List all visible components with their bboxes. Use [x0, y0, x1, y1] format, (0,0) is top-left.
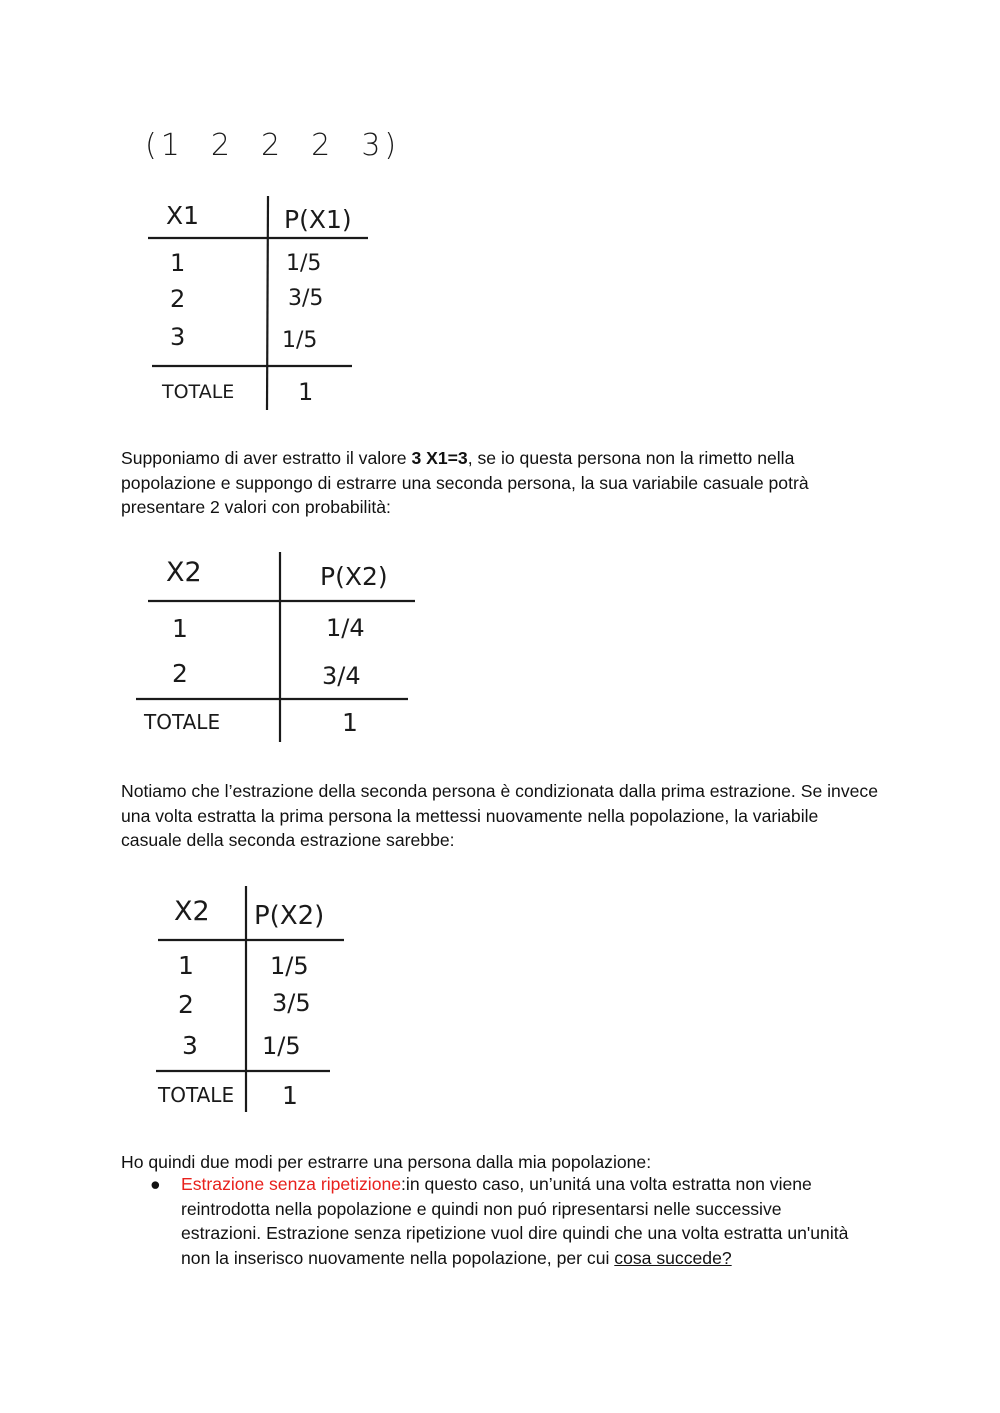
col-header-variable: X1: [166, 201, 200, 230]
col-header-variable: X2: [174, 896, 210, 927]
paragraph-extraction: [121, 446, 881, 520]
methods-list: [150, 1172, 850, 1270]
table-cell: 3: [170, 323, 186, 351]
col-header-probability: P(X1): [284, 205, 352, 234]
table-total-label: TOTALE: [158, 1083, 235, 1107]
table-cell: 1/5: [270, 952, 309, 980]
table-cell: 3: [182, 1031, 198, 1060]
handwritten-sequence: (1 2 2 2 3): [145, 128, 401, 163]
table-cell: 3/5: [272, 989, 311, 1017]
col-header-variable: X2: [166, 557, 202, 588]
col-header-probability: P(X2): [254, 901, 325, 931]
table-cell: 1: [172, 614, 188, 643]
table-cell: 2: [170, 285, 186, 313]
table-cell: 3/4: [322, 662, 361, 690]
para-bold-value: 3 X1=3: [411, 448, 468, 468]
term-without-replacement: Estrazione senza ripetizione: [181, 1174, 402, 1194]
table-total-value: 1: [282, 1081, 298, 1110]
probability-table-x2-without-replacement: [130, 548, 430, 748]
table-cell: 2: [178, 990, 194, 1019]
table-cell: 3/5: [288, 286, 324, 311]
probability-table-x1: [140, 190, 380, 415]
paragraph-conditioned: Notiamo che l’estrazione della seconda persona è condizionata dalla prima estrazione. Se invece una volta estratta la prima persona la mettessi nuovamente nella popolazione, la variabile casuale della seconda estrazione sarebbe:: [121, 781, 878, 850]
list-item-text: :in questo caso, un’unitá una volta estratta non viene reintrodotta nella popolazione e quindi non puó ripresentarsi nelle successive estrazioni. Estrazione senza ripetizione vuol dire quindi che una volta estratta un'unità non la inserisco nuovamente nella popolazione, per cui: [181, 1174, 849, 1268]
bullet-icon: ●: [150, 1174, 161, 1194]
table-total-label: TOTALE: [162, 381, 235, 403]
table-cell: 1/4: [326, 614, 365, 642]
table-cell: 1/5: [282, 328, 318, 353]
probability-table-x2-with-replacement: [150, 882, 360, 1117]
table-cell: 1: [178, 951, 194, 980]
table-cell: 1/5: [262, 1032, 301, 1060]
paragraph-two-methods: Ho quindi due modi per estrarre una persona dalla mia popolazione:: [121, 1152, 652, 1172]
col-header-probability: P(X2): [320, 562, 388, 591]
list-item-without-replacement: [150, 1172, 850, 1270]
table-total-value: 1: [342, 708, 358, 737]
table-cell: 1/5: [286, 251, 322, 276]
table-cell: 1: [170, 249, 186, 277]
table-total-value: 1: [298, 378, 314, 406]
table-cell: 2: [172, 659, 188, 688]
table-vertical-rule: [267, 196, 268, 410]
para-text: , se io questa persona non la rimetto nella popolazione e suppongo di estrarre una seconda persona, la sua variabile casuale potrà presentare 2 valori con probabilità:: [121, 448, 809, 517]
para-text: Supponiamo di aver estratto il valore: [121, 448, 412, 468]
table-total-label: TOTALE: [144, 710, 221, 734]
cosa-succede-link[interactable]: cosa succede?: [614, 1247, 732, 1268]
